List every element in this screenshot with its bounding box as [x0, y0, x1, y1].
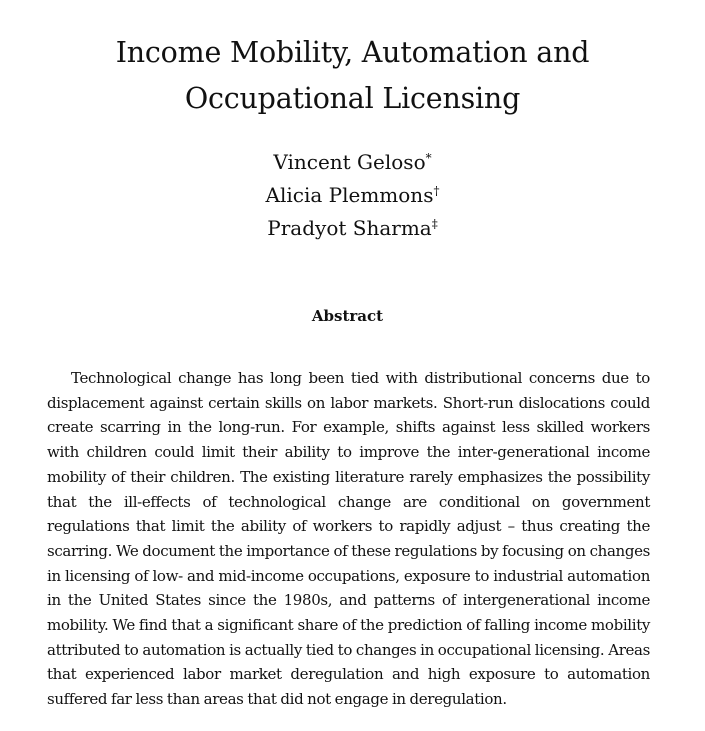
author-name: Alicia Plemmons	[265, 183, 434, 207]
author-2	[0, 179, 705, 212]
author-1	[0, 146, 705, 179]
author-footnote-mark: *	[425, 151, 432, 165]
author-footnote-mark: ‡	[431, 217, 438, 231]
author-name: Pradyot Sharma	[267, 216, 432, 240]
author-footnote-mark: †	[433, 184, 440, 198]
author-3	[0, 212, 705, 245]
author-list	[0, 146, 705, 245]
author-name: Vincent Geloso	[273, 150, 426, 174]
abstract-heading: Abstract	[311, 307, 384, 325]
abstract-body: Technological change has long been tied with distributional concerns due to displacement against certain skills on labor markets. Short-run dislocations could create scarring in the long-run. For example, shifts against less skilled workers with children could limit their ability to improve the inter-generational income mobility of their children. The existing literature rarely emphasizes the possibility that the ill-effects of technological change are conditional on government regulations that limit the ability of workers to rapidly adjust – thus creating the scarring. We document the importance of these regulations by focusing on changes in licensing of low- and mid-income occupations, exposure to industrial automation in the United States since the 1980s, and patterns of intergenerational income mobility. We find that a significant share of the prediction of falling income mobility attributed to automation is actually tied to changes in occupational licensing. Areas that experienced labor market deregulation and high exposure to automation suffered far less than areas that did not engage in deregulation.	[47, 369, 650, 709]
paper-title: Income Mobility, Automation and Occupational Licensing	[115, 36, 590, 115]
